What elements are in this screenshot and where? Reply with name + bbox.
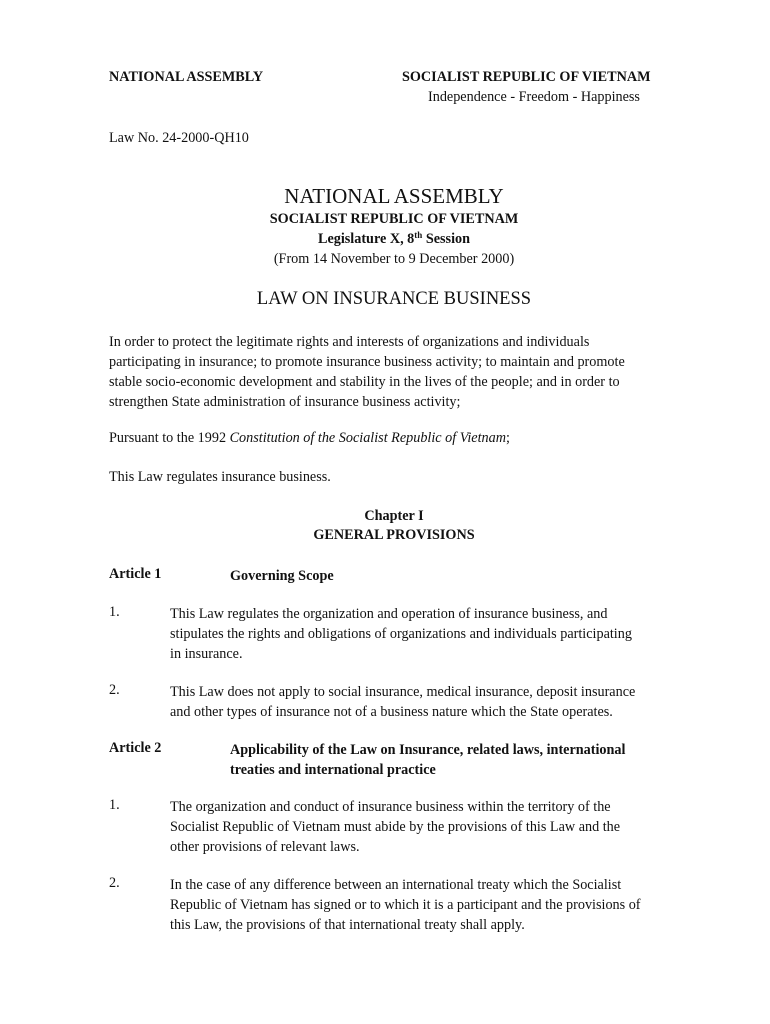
item-number: 1.: [109, 797, 120, 813]
item-line: The organization and conduct of insurance business within the territory of the: [170, 799, 611, 815]
pursuant-suffix: ;: [505, 430, 510, 446]
item-number: 1.: [109, 604, 120, 620]
header-left: NATIONAL ASSEMBLY: [109, 69, 264, 85]
item-text: [170, 682, 680, 722]
item-line: other provisions of relevant laws.: [170, 839, 360, 855]
legislature-suffix: Session: [422, 231, 470, 247]
item-line: In the case of any difference between an international treaty which the Socialist: [170, 877, 622, 893]
article-label: Article 2: [109, 740, 162, 756]
item-line: stipulates the rights and obligations of organizations and individuals participating: [170, 626, 632, 642]
item-number: 2.: [109, 682, 120, 698]
item-number: 2.: [109, 875, 120, 891]
item-line: This Law regulates the organization and operation of insurance business, and: [170, 606, 608, 622]
article-title-line: Applicability of the Law on Insurance, related laws, international: [230, 742, 626, 758]
law-title: LAW ON INSURANCE BUSINESS: [256, 289, 532, 309]
item-text: [170, 604, 680, 664]
header-right-title: SOCIALIST REPUBLIC OF VIETNAM: [402, 69, 651, 85]
legislature-prefix: Legislature X, 8: [317, 231, 415, 247]
law-number: Law No. 24-2000-QH10: [109, 130, 249, 146]
assembly-title: NATIONAL ASSEMBLY: [284, 184, 504, 208]
session-dates: (From 14 November to 9 December 2000): [273, 251, 515, 267]
legislature-sup: th: [414, 230, 423, 240]
legislature-line: [0, 231, 770, 248]
article-title: [230, 566, 680, 586]
header-motto: Independence - Freedom - Happiness: [428, 89, 640, 105]
item-line: Republic of Vietnam has signed or to which it is a participant and the provisions of: [170, 897, 641, 913]
preamble-paragraph: [109, 332, 679, 412]
pursuant-prefix: Pursuant to the 1992: [109, 430, 230, 446]
preamble-line: strengthen State administration of insurance business activity;: [109, 394, 461, 410]
preamble-line: participating in insurance; to promote insurance business activity; to maintain and promote: [109, 354, 625, 370]
preamble-line: In order to protect the legitimate rights and interests of organizations and individuals: [109, 334, 590, 350]
item-text: [170, 797, 680, 857]
article-label: Article 1: [109, 566, 162, 582]
item-line: this Law, the provisions of that international treaty shall apply.: [170, 917, 525, 933]
article-title-line: treaties and international practice: [230, 762, 436, 778]
regulates-line: This Law regulates insurance business.: [109, 469, 331, 485]
item-line: Socialist Republic of Vietnam must abide by the provisions of this Law and the: [170, 819, 621, 835]
article-title-line: Governing Scope: [230, 568, 334, 584]
item-line: and other types of insurance not of a business nature which the State operates.: [170, 704, 613, 720]
pursuant-line: [109, 430, 510, 447]
chapter-title: GENERAL PROVISIONS: [313, 527, 475, 543]
item-line: in insurance.: [170, 646, 243, 662]
item-line: This Law does not apply to social insurance, medical insurance, deposit insurance: [170, 684, 636, 700]
chapter-number: Chapter I: [364, 508, 424, 524]
article-title: [230, 740, 680, 780]
item-text: [170, 875, 680, 935]
republic-subtitle: SOCIALIST REPUBLIC OF VIETNAM: [269, 211, 519, 227]
constitution-title: Constitution of the Socialist Republic of Vietnam: [229, 430, 506, 446]
preamble-line: stable socio-economic development and stability in the lives of the people; and in order to: [109, 374, 620, 390]
